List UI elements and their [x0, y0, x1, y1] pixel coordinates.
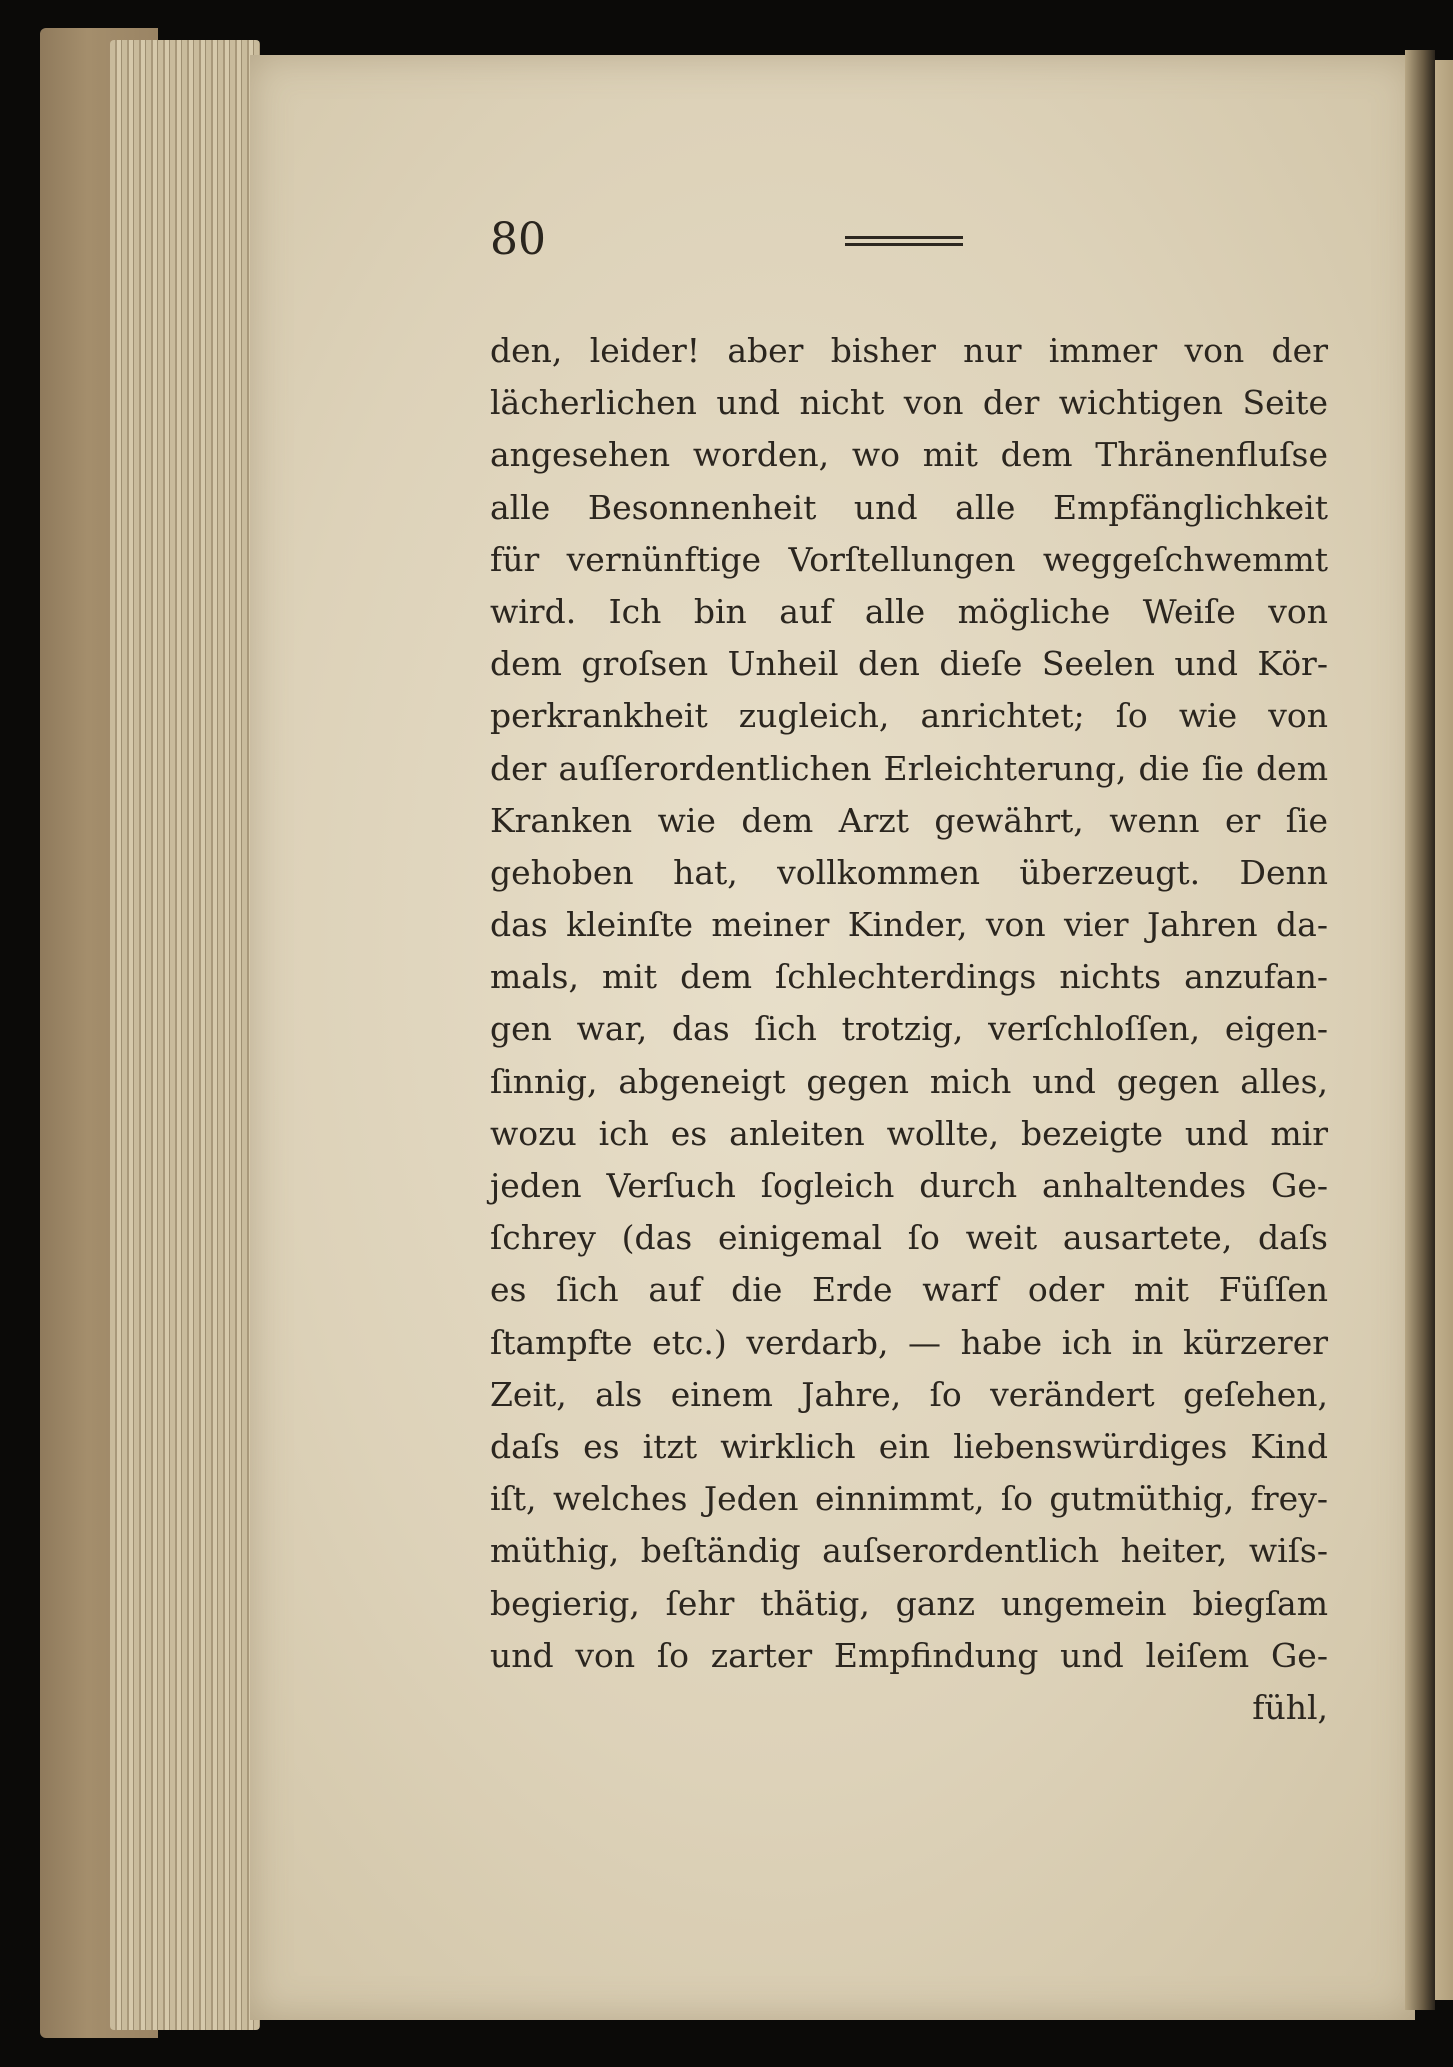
text-line: jeden Verſuch ſogleich durch anhaltendes Ge- — [490, 1166, 1328, 1205]
text-line: den, leider! aber bisher nur immer von der — [490, 331, 1328, 370]
header-double-rule — [845, 236, 963, 250]
text-line: Kranken wie dem Arzt gewährt, wenn er ſie — [490, 800, 1328, 840]
text-line: angesehen worden, wo mit dem Thränenfluſse — [490, 435, 1328, 475]
text-line: müthig, beſtändig auſserordentlich heiter, wiſs- — [490, 1531, 1328, 1571]
text-line: begierig, ſehr thätig, ganz ungemein biegſam — [490, 1583, 1328, 1623]
text-line: der auſſerordentlichen Erleichterung, die ſie dem — [490, 748, 1328, 788]
book-gutter — [1405, 50, 1435, 2010]
text-line: dem groſsen Unheil den dieſe Seelen und Kör- — [490, 644, 1328, 684]
text-line: lächerlichen und nicht von der wichtigen Seite — [490, 383, 1328, 423]
page-number: 80 — [490, 214, 546, 265]
body-text — [490, 325, 1328, 1734]
text-line: alle Besonnenheit und alle Empfänglichkeit — [490, 487, 1328, 527]
text-line: perkrankheit zugleich, anrichtet; ſo wie von — [490, 696, 1328, 736]
text-line: ſtampfte etc.) verdarb, — habe ich in kürzerer — [490, 1322, 1328, 1362]
text-line: für vernünftige Vorſtellungen weggeſchwemmt — [490, 539, 1328, 579]
text-line: mals, mit dem ſchlechterdings nichts anzufan- — [490, 957, 1328, 997]
text-line: iſt, welches Jeden einnimmt, ſo gutmüthig, frey- — [490, 1479, 1328, 1519]
text-line: wozu ich es anleiten wollte, bezeigte und mir — [490, 1113, 1328, 1153]
text-line: es ſich auf die Erde warf oder mit Füſſen — [490, 1270, 1328, 1310]
text-line: Zeit, als einem Jahre, ſo verändert geſehen, — [490, 1374, 1328, 1414]
text-line: fühl, — [1252, 1687, 1328, 1727]
text-line: gen war, das ſich trotzig, verſchloſſen, eigen- — [490, 1009, 1328, 1049]
text-line: wird. Ich bin auf alle mögliche Weiſe von — [490, 591, 1328, 631]
page-stack-edges — [110, 40, 260, 2030]
text-line: gehoben hat, vollkommen überzeugt. Denn — [490, 852, 1328, 892]
text-line: ſchrey (das einigemal ſo weit ausartete, daſs — [490, 1218, 1328, 1258]
text-line: und von ſo zarter Empfindung und leiſem Ge- — [490, 1635, 1328, 1675]
text-line: ſinnig, abgeneigt gegen mich und gegen alles, — [490, 1061, 1328, 1101]
text-line: daſs es itzt wirklich ein liebenswürdiges Kind — [490, 1426, 1328, 1466]
text-line: das kleinſte meiner Kinder, von vier Jahren da- — [490, 905, 1328, 945]
